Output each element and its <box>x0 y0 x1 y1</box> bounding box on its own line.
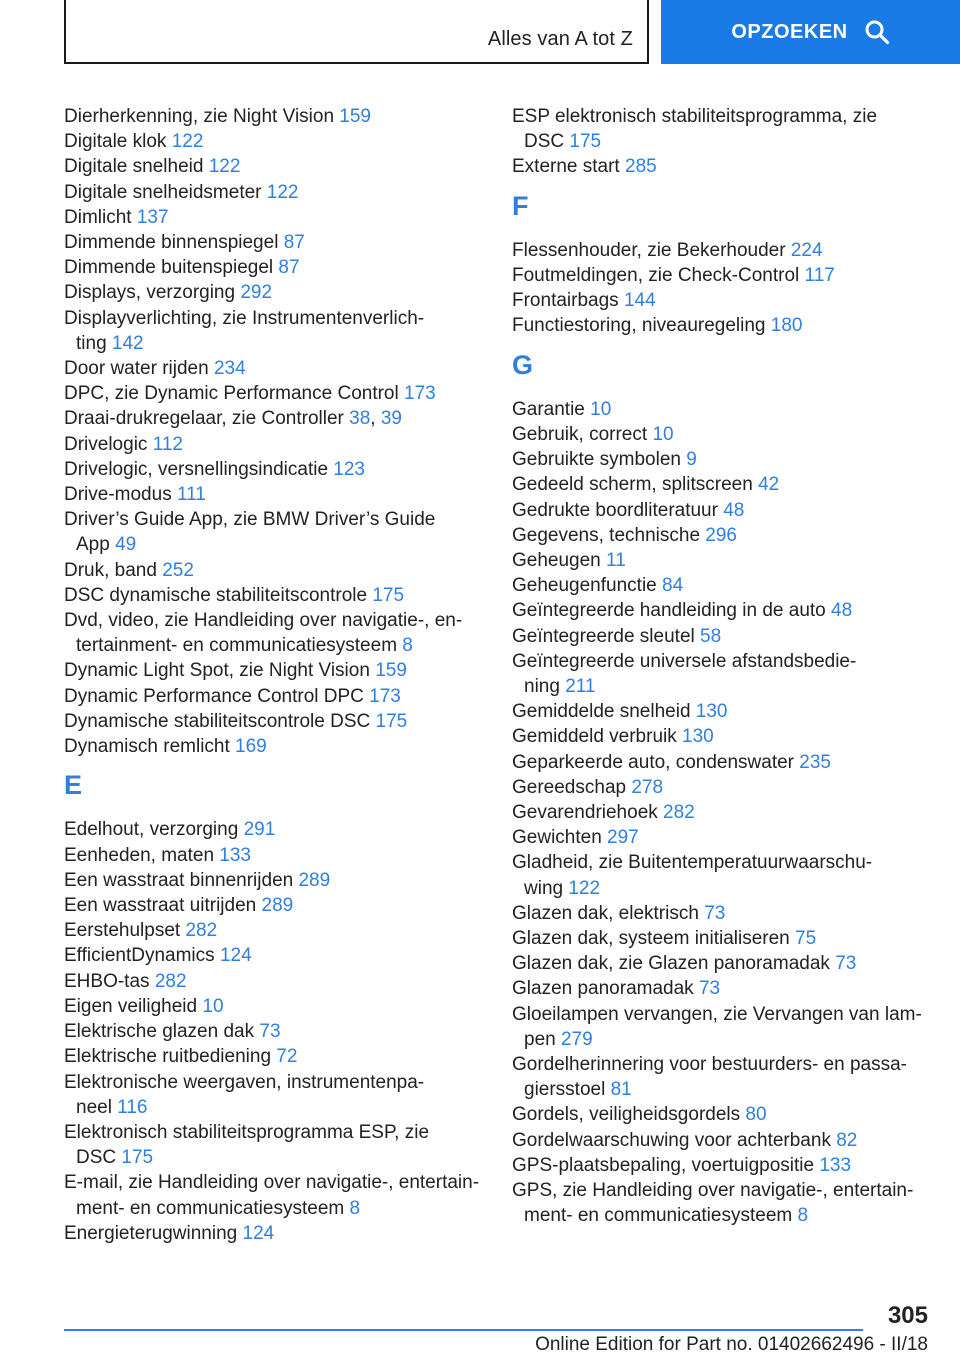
index-entry-label: Dynamische stabiliteitscontrole DSC <box>64 710 376 732</box>
index-entry <box>64 817 484 842</box>
page-reference-link[interactable]: 122 <box>208 156 241 178</box>
index-entry-label: Gedrukte boordliteratuur <box>512 499 724 521</box>
index-entry-label: Dimlicht <box>64 206 137 228</box>
index-entry <box>512 1153 932 1178</box>
index-entry <box>512 976 932 1001</box>
index-entry-label: Gladheid, zie Buitentemperatuurwaarschu- <box>512 852 873 874</box>
page-reference-link[interactable]: 42 <box>758 474 780 496</box>
page-reference-link[interactable]: 289 <box>298 869 331 891</box>
index-entry-label: Energieterugwinning <box>64 1222 243 1244</box>
index-entry-label: Glazen dak, systeem initialiseren <box>512 928 796 950</box>
index-entry-label: Een wasstraat binnenrijden <box>64 869 299 891</box>
index-entry-label: Gevarendriehoek <box>512 802 664 824</box>
index-entry <box>64 658 484 683</box>
page-reference-link[interactable]: 38 <box>349 408 371 430</box>
index-entry-label: Flessenhouder, zie Bekerhouder <box>512 239 791 261</box>
index-entry-label: Geheugenfunctie <box>512 575 663 597</box>
page-reference-link[interactable]: 122 <box>266 181 299 203</box>
page-reference-link[interactable]: 111 <box>176 484 206 506</box>
index-entry-label-continued: ning <box>524 676 566 698</box>
page-reference-link[interactable]: 282 <box>154 970 187 992</box>
index-entry-label-continued: ment- en communicatiesysteem <box>76 1197 350 1219</box>
index-entry-label: Dynamic Light Spot, zie Night Vision <box>64 660 376 682</box>
index-entry-label: Driver’s Guide App, zie BMW Driver’s Guide <box>64 509 436 531</box>
index-entry <box>512 1102 932 1127</box>
index-entry-label: Draai-drukregelaar, zie Controller <box>64 408 350 430</box>
page-reference-link[interactable]: 9 <box>686 449 697 471</box>
index-entry <box>64 482 484 507</box>
page-reference-link[interactable]: 122 <box>171 131 204 153</box>
index-entry-label: Eenheden, maten <box>64 844 220 866</box>
index-entry <box>64 734 484 759</box>
index-entry-label: Elektrische ruitbediening <box>64 1046 277 1068</box>
page-reference-link[interactable]: 159 <box>375 660 407 682</box>
index-entry <box>64 608 484 658</box>
index-entry <box>512 154 932 179</box>
index-entry <box>64 104 484 129</box>
page-reference-link[interactable]: 10 <box>202 995 224 1017</box>
section-header <box>64 0 649 64</box>
page-reference-link[interactable]: 285 <box>625 156 657 178</box>
index-entry-label: Gedeeld scherm, splitscreen <box>512 474 759 496</box>
index-entry-label: Dimmende binnenspiegel <box>64 232 284 254</box>
index-entry-label: Gebruik, correct <box>512 424 653 445</box>
index-entry <box>512 422 932 447</box>
index-entry-label: Foutmeldingen, zie Check-Control <box>512 265 805 286</box>
page-reference-link[interactable]: 224 <box>790 239 823 261</box>
page-reference-link[interactable]: 123 <box>333 458 365 480</box>
page-reference-link[interactable]: 296 <box>705 524 737 546</box>
page-reference-link[interactable]: 8 <box>797 1205 809 1227</box>
page-reference-link[interactable]: 49 <box>115 534 137 556</box>
index-entry-label: Geheugen <box>512 550 607 572</box>
index-entry <box>64 205 484 230</box>
index-entry <box>64 457 484 482</box>
index-entry <box>64 306 484 356</box>
index-entry <box>512 800 932 825</box>
index-entry <box>512 598 932 623</box>
index-entry <box>512 750 932 775</box>
index-entry-label: E-mail, zie Handleiding over navigatie-, entertain- <box>64 1172 480 1194</box>
index-entry <box>64 230 484 255</box>
index-entry <box>64 583 484 608</box>
index-entry <box>64 1044 484 1069</box>
index-entry-label: DPC, zie Dynamic Performance Control <box>64 383 404 405</box>
page-reference-link[interactable]: 278 <box>631 776 664 798</box>
index-entry <box>64 255 484 280</box>
page-reference-link[interactable]: 73 <box>698 978 721 1000</box>
index-entry-label: Gewichten <box>512 827 608 849</box>
index-entry-label: Edelhout, verzorging <box>64 819 244 841</box>
page-reference-link[interactable]: 279 <box>560 1028 593 1050</box>
page-reference-link[interactable]: 180 <box>770 315 803 337</box>
page-reference-link[interactable]: 124 <box>242 1222 275 1244</box>
index-entry <box>64 943 484 968</box>
index-entry-label: Drive-modus <box>64 484 177 506</box>
page-reference-link[interactable]: 173 <box>369 685 401 707</box>
index-entry-label: Eerstehulpset <box>64 920 186 942</box>
page-reference-link[interactable]: 73 <box>704 902 726 924</box>
index-entry-label: Dvd, video, zie Handleiding over navigatie-, en- <box>64 610 463 632</box>
index-entry-label: Druk, band <box>64 559 163 581</box>
index-entry <box>64 381 484 406</box>
index-entry-label-continued: DSC <box>76 1147 122 1169</box>
index-entry <box>512 775 932 800</box>
index-entry-label: GPS-plaatsbepaling, voertuigpositie <box>512 1154 820 1176</box>
index-entry-label: Digitale snelheidsmeter <box>64 181 267 203</box>
index-entry-label: Gemiddeld verbruik <box>512 726 683 748</box>
page-reference-link[interactable]: 75 <box>795 928 817 950</box>
index-entry-label-continued: DSC <box>524 131 570 153</box>
index-entry-label: Dynamic Performance Control DPC <box>64 685 370 707</box>
index-entry-label: Drivelogic <box>64 433 153 455</box>
page-reference-link[interactable]: 39 <box>380 408 402 430</box>
index-entry <box>512 447 932 472</box>
page-reference-link[interactable]: 10 <box>652 424 674 445</box>
index-entry <box>512 1178 932 1228</box>
edition-note: Online Edition for Part no. 01402662496 - II/18 <box>535 1334 928 1355</box>
index-entry-label: Glazen dak, elektrisch <box>512 902 705 924</box>
page-reference-link[interactable]: 116 <box>117 1096 148 1118</box>
index-entry-label: Elektronisch stabiliteitsprogramma ESP, zie <box>64 1121 430 1143</box>
index-entry <box>64 684 484 709</box>
index-entry <box>64 180 484 205</box>
index-entry <box>64 709 484 734</box>
index-entry-label: Dimmende buitenspiegel <box>64 257 279 279</box>
index-entry <box>64 868 484 893</box>
index-entry <box>64 154 484 179</box>
page-reference-link[interactable]: 292 <box>240 282 273 304</box>
index-entry-label: Elektrische glazen dak <box>64 1021 260 1043</box>
page-reference-link[interactable]: 130 <box>682 726 714 748</box>
index-entry-label: ESP elektronisch stabiliteitsprogramma, zie <box>512 106 878 127</box>
page-reference-link[interactable]: 81 <box>610 1079 632 1101</box>
index-entry <box>512 313 932 338</box>
index-entry-label-continued: pen <box>524 1028 561 1050</box>
index-entry-label: Elektronische weergaven, instrumentenpa- <box>64 1071 425 1093</box>
index-entry-label: Geïntegreerde sleutel <box>512 625 701 647</box>
index-entry-label: Garantie <box>512 398 591 420</box>
page-reference-link[interactable]: 73 <box>835 953 857 975</box>
index-entry <box>512 523 932 548</box>
index-entry <box>64 969 484 994</box>
index-entry-label: Gordelwaarschuwing voor achterbank <box>512 1129 837 1151</box>
index-entry-label: Dynamisch remlicht <box>64 736 236 758</box>
index-entry <box>64 918 484 943</box>
index-entry-label: Gemiddelde snelheid <box>512 701 696 723</box>
index-entry-label: EHBO-tas <box>64 970 155 992</box>
index-entry <box>512 926 932 951</box>
index-entry-label: Dierherkenning, zie Night Vision <box>64 106 340 127</box>
index-entry <box>512 472 932 497</box>
index-entry-label: Digitale klok <box>64 131 172 153</box>
index-letter-heading: E <box>64 770 83 801</box>
index-entry-label: Displayverlichting, zie Instrumentenverlich- <box>64 307 425 329</box>
page-reference-link[interactable]: 211 <box>565 676 596 698</box>
search-button-label: OPZOEKEN <box>731 20 848 43</box>
section-title: Alles van A tot Z <box>487 28 633 50</box>
page-reference-link[interactable]: 8 <box>349 1197 361 1219</box>
index-entry-label: Drivelogic, versnellingsindicatie <box>64 458 334 480</box>
index-entry <box>64 1070 484 1120</box>
index-entry-label: Geparkeerde auto, condenswater <box>512 751 800 773</box>
index-entry <box>64 432 484 457</box>
index-entry <box>64 1120 484 1170</box>
page-reference-link[interactable]: 137 <box>136 206 169 228</box>
page-reference-link[interactable]: 175 <box>372 584 405 606</box>
index-entry <box>512 951 932 976</box>
index-entry-label: Gegevens, technische <box>512 524 706 546</box>
index-entry <box>64 1170 484 1220</box>
page-reference-link[interactable]: 133 <box>819 1154 852 1176</box>
index-entry <box>512 548 932 573</box>
index-entry-label: Eigen veiligheid <box>64 995 203 1017</box>
index-entry <box>64 507 484 557</box>
index-entry <box>512 1002 932 1052</box>
page-reference-link[interactable]: 297 <box>607 827 639 849</box>
page-reference-link[interactable]: 72 <box>276 1046 298 1068</box>
page-reference-link[interactable]: 82 <box>836 1129 858 1151</box>
index-entry-label: Gordelherinnering voor bestuurders- en passa- <box>512 1054 907 1076</box>
index-entry-label: Een wasstraat uitrijden <box>64 895 262 917</box>
index-entry <box>512 901 932 926</box>
index-entry-label: GPS, zie Handleiding over navigatie-, entertain- <box>512 1180 914 1202</box>
page-reference-link[interactable]: 11 <box>606 550 626 572</box>
page-reference-link[interactable]: 142 <box>111 332 144 354</box>
index-entry-label-continued: App <box>76 534 116 556</box>
page-reference-link[interactable]: 291 <box>243 819 276 841</box>
index-entry <box>64 1221 484 1246</box>
page-reference-link[interactable]: 80 <box>745 1104 767 1126</box>
index-entry <box>64 994 484 1019</box>
index-entry-label: Gebruikte symbolen <box>512 449 687 471</box>
index-letter-heading: G <box>512 349 534 380</box>
page-reference-link[interactable]: 58 <box>700 625 722 647</box>
page-reference-link[interactable]: 48 <box>723 499 745 521</box>
index-entry-label: Frontairbags <box>512 290 624 312</box>
page-reference-link[interactable]: 8 <box>402 635 413 657</box>
index-entry <box>512 1128 932 1153</box>
index-entry-label: Gordels, veiligheidsgordels <box>512 1104 746 1126</box>
index-entry <box>64 1019 484 1044</box>
index-entry <box>64 843 484 868</box>
index-column-right <box>512 104 932 1229</box>
index-entry-label-continued: neel <box>76 1096 118 1118</box>
page-reference-link[interactable]: 87 <box>278 257 300 279</box>
index-entry <box>512 724 932 749</box>
index-entry <box>512 238 932 263</box>
index-letter-heading: F <box>512 190 529 221</box>
index-entry-label: DSC dynamische stabiliteitscontrole <box>64 584 373 606</box>
page-reference-link[interactable]: 282 <box>185 920 218 942</box>
index-entry <box>64 356 484 381</box>
page-reference-link[interactable]: 175 <box>121 1147 154 1169</box>
search-icon <box>864 19 890 45</box>
index-entry <box>512 1052 932 1102</box>
page-reference-link[interactable]: 235 <box>799 751 831 773</box>
index-entry-label: Gereedschap <box>512 776 632 798</box>
page-reference-link[interactable]: 144 <box>623 290 656 312</box>
index-entry <box>64 893 484 918</box>
index-entry-label: Gloeilampen vervangen, zie Vervangen van lam- <box>512 1003 922 1025</box>
index-entry-label: Externe start <box>512 156 625 178</box>
index-entry <box>512 288 932 313</box>
page-reference-link[interactable]: 159 <box>339 106 371 127</box>
page-reference-link[interactable]: 175 <box>375 710 408 732</box>
page-reference-link[interactable]: 252 <box>162 559 194 581</box>
page-reference-link[interactable]: 117 <box>804 265 835 286</box>
index-entry-label: Door water rijden <box>64 358 214 380</box>
page-reference-link[interactable]: 122 <box>568 877 601 899</box>
index-entry-label: Displays, verzorging <box>64 282 241 304</box>
page-reference-link[interactable]: 169 <box>235 736 267 758</box>
page-reference-link[interactable]: 289 <box>261 895 294 917</box>
index-entry-label-continued: ting <box>76 332 112 354</box>
index-entry <box>512 573 932 598</box>
index-entry-label: Digitale snelheid <box>64 156 209 178</box>
index-entry <box>64 280 484 305</box>
index-entry <box>64 129 484 154</box>
index-entry-label-continued: tertainment- en communicatiesysteem <box>76 635 403 657</box>
index-entry-label-continued: giersstoel <box>524 1079 611 1101</box>
page-reference-link[interactable]: 10 <box>590 398 612 420</box>
page-reference-link[interactable]: 73 <box>259 1021 281 1043</box>
index-entry <box>64 558 484 583</box>
page-reference-link[interactable]: 84 <box>662 575 684 597</box>
index-entry <box>512 624 932 649</box>
index-entry-label: EfficientDynamics <box>64 945 220 967</box>
index-entry-label: Geïntegreerde universele afstandsbedie- <box>512 650 857 672</box>
index-entry-label: Glazen dak, zie Glazen panoramadak <box>512 953 836 975</box>
page-reference-link[interactable]: 173 <box>404 383 436 405</box>
page-reference-link[interactable]: 282 <box>663 802 695 824</box>
page-number: 305 <box>887 1302 928 1329</box>
index-entry: Draai-drukregelaar, zie Controller 38, 39 <box>64 408 402 430</box>
page-reference-link[interactable]: 112 <box>152 433 183 455</box>
index-entry <box>512 397 932 422</box>
page-reference-link[interactable]: 175 <box>569 131 602 153</box>
index-entry <box>512 825 932 850</box>
page-reference-link[interactable]: 124 <box>219 945 252 967</box>
index-entry <box>512 498 932 523</box>
index-entry <box>512 263 932 288</box>
index-column-left <box>64 104 484 1246</box>
search-button[interactable] <box>661 0 960 64</box>
index-entry-label: Functiestoring, niveauregeling <box>512 315 771 337</box>
index-entry-label: Geïntegreerde handleiding in de auto <box>512 600 832 622</box>
index-entry <box>512 699 932 724</box>
index-entry <box>512 104 932 154</box>
page-reference-link[interactable]: 87 <box>283 232 305 254</box>
index-entry <box>512 850 932 900</box>
page-reference-link[interactable]: 130 <box>695 701 728 723</box>
page-reference-link[interactable]: 234 <box>213 358 246 380</box>
index-entry-label-continued: wing <box>524 877 569 899</box>
page-reference-link[interactable]: 48 <box>831 600 853 622</box>
footer-divider <box>64 1329 863 1331</box>
index-entry-label-continued: ment- en communicatiesysteem <box>524 1205 798 1227</box>
index-entry <box>512 649 932 699</box>
page-reference-link[interactable]: 133 <box>219 844 251 866</box>
index-entry-label: Glazen panoramadak <box>512 978 699 1000</box>
